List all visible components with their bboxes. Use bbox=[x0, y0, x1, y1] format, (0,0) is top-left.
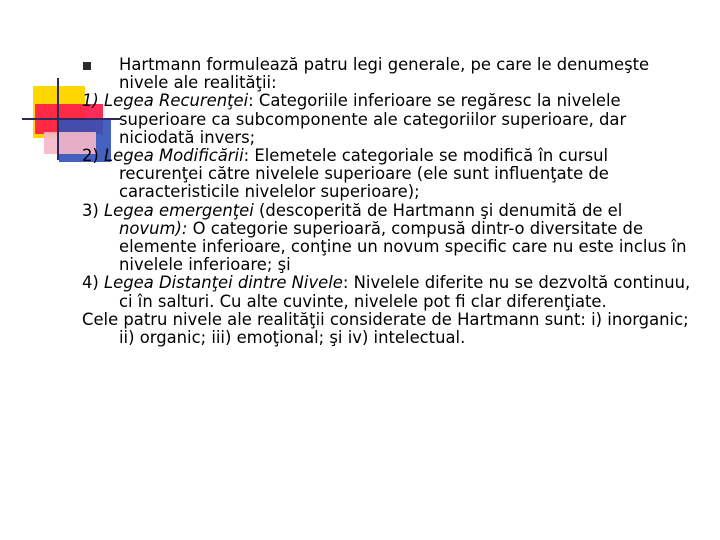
conclusion-paragraph: Cele patru nivele ale realităţii considerate de Hartmann sunt: i) inorganic; ii) organic; iii) emoţional; şi iv) intelectual. bbox=[82, 309, 689, 348]
law-1 bbox=[82, 92, 694, 147]
law-3 bbox=[82, 202, 694, 275]
law-1-number: 1) bbox=[82, 91, 99, 111]
law-2 bbox=[82, 147, 694, 202]
intro-text: Hartmann formulează patru legi generale, pe care le denumeşte nivele ale realităţii: bbox=[119, 55, 650, 93]
law-4-text: : Nivelele diferite nu se dezvoltă continuu, ci în salturi. Cu alte cuvinte, nivelele pot fi clar diferenţiate. bbox=[119, 273, 691, 311]
law-1-text: : Categoriile inferioare se regăresc la nivelele superioare ca subcomponente ale categoriilor superioare, dar niciodată invers; bbox=[119, 91, 627, 147]
law-4-name: Legea Distanţei dintre Nivele bbox=[104, 273, 343, 293]
law-3-number: 3) bbox=[82, 200, 99, 220]
law-3-text: (descoperită de Hartmann şi denumită de el bbox=[253, 200, 623, 220]
law-3-novum: novum): bbox=[119, 218, 188, 238]
law-2-number: 2) bbox=[82, 146, 99, 166]
law-1-name: Legea Recurenţei bbox=[104, 91, 249, 111]
bullet-square-icon bbox=[83, 62, 91, 70]
law-3-name: Legea emergenţei bbox=[104, 200, 254, 220]
law-4 bbox=[82, 274, 694, 310]
law-3-text-2: O categorie superioară, compusă dintr-o diversitate de elemente inferioare, conţine un novum specific care nu este inclus în nivelele inferioare; şi bbox=[119, 218, 687, 275]
intro-paragraph bbox=[82, 56, 694, 92]
law-2-text: : Elemetele categoriale se modifică în cursul recurenţei către nivelele superioare (ele sunt influenţate de caracteristicile nivelelor superioare); bbox=[119, 146, 609, 202]
slide-body bbox=[82, 56, 694, 347]
law-2-name: Legea Modificării bbox=[104, 146, 244, 166]
law-4-number: 4) bbox=[82, 273, 99, 293]
